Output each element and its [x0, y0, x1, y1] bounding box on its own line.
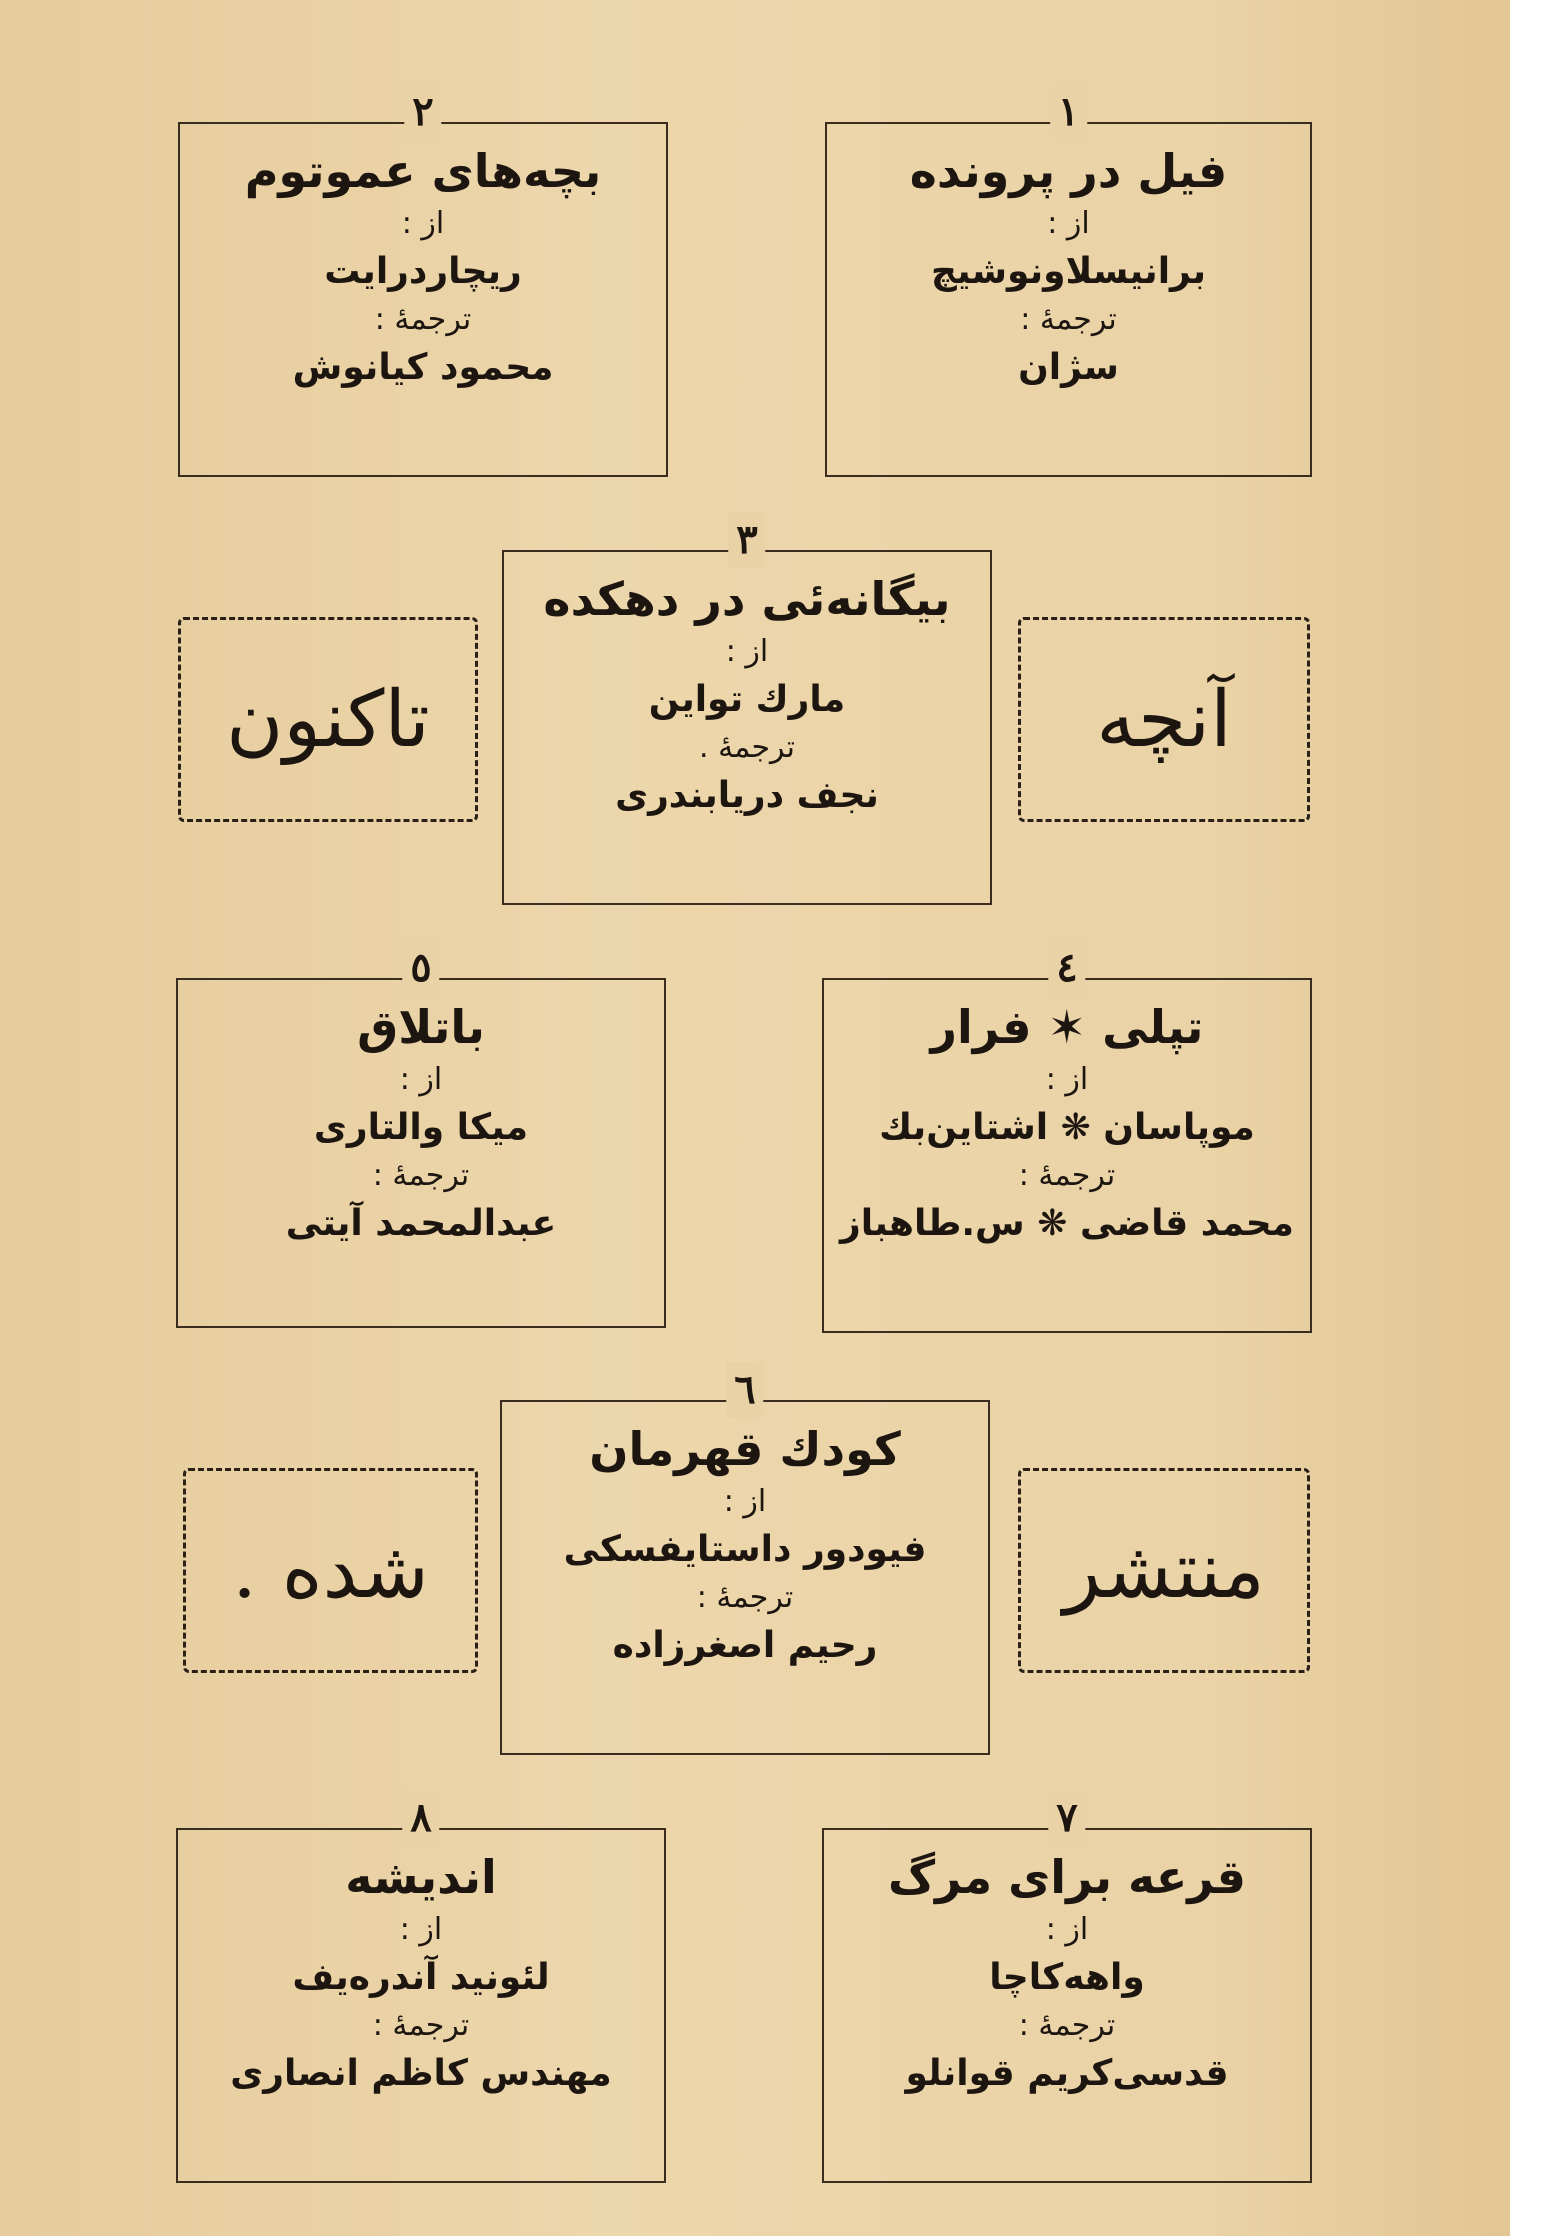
book-number: ۲: [404, 84, 441, 140]
banner-text: تاکنون: [226, 674, 430, 765]
banner-word-3: [1018, 1468, 1310, 1673]
book-number: ۷: [1048, 1790, 1085, 1846]
translator-name: محمد قاضی ❋ س.طاهباز: [840, 1203, 1294, 1244]
translator-label: ترجمهٔ :: [1018, 1158, 1116, 1193]
book-number: ۱: [1050, 84, 1087, 140]
book-box-8: [176, 1794, 666, 2183]
book-title: فیل در پرونده: [909, 144, 1228, 198]
translator-label: ترجمهٔ :: [1020, 302, 1117, 337]
author-name: فیودور داستایفسکی: [563, 1529, 927, 1570]
translator-label: ترجمهٔ :: [372, 2008, 470, 2043]
banner-word-4: [183, 1468, 478, 1673]
author-name: لئونید آندره‌یف: [292, 1957, 550, 1998]
translator-name: عبدالمحمد آیتی: [285, 1203, 557, 1244]
banner-text: آنچه: [1096, 674, 1232, 765]
translator-name: قدسی‌کریم قوانلو: [905, 2053, 1229, 2094]
author-label: از :: [723, 1484, 767, 1519]
book-title: قرعه برای مرگ: [887, 1850, 1247, 1904]
translator-name: سژان: [1018, 347, 1119, 388]
translator-label: ترجمهٔ :: [696, 1580, 794, 1615]
author-label: از :: [1045, 1062, 1089, 1097]
book-box-2: [178, 88, 668, 477]
book-box-4: [822, 944, 1312, 1333]
book-box-7: [822, 1794, 1312, 2183]
translator-name: رحیم اصغرزاده: [612, 1625, 878, 1666]
book-title: تپلی ✶ فرار: [930, 1000, 1204, 1054]
book-number: ٥: [402, 940, 439, 996]
author-label: از :: [1047, 206, 1090, 241]
book-box-6: [500, 1366, 990, 1755]
author-label: از :: [401, 206, 445, 241]
author-name: ریچاردرایت: [324, 251, 522, 292]
author-label: از :: [725, 634, 769, 669]
book-number: ۸: [402, 1790, 439, 1846]
banner-text: شده .: [232, 1525, 429, 1616]
translator-name: مهندس کاظم انصاری: [230, 2053, 612, 2094]
author-name: میکا والتاری: [313, 1107, 529, 1148]
book-title: باتلاق: [357, 1000, 485, 1054]
translator-label: ترجمهٔ :: [374, 302, 472, 337]
translator-name: نجف دریابندری: [615, 775, 879, 816]
author-name: برانیسلاونوشیچ: [931, 251, 1206, 292]
book-number: ٦: [726, 1362, 763, 1418]
book-box-1: [825, 88, 1312, 477]
book-title: کودك قهرمان: [589, 1422, 901, 1476]
book-number: ٤: [1048, 940, 1085, 996]
translator-label: ترجمهٔ :: [1018, 2008, 1116, 2043]
author-label: از :: [399, 1912, 443, 1947]
banner-text: منتشر: [1063, 1525, 1265, 1616]
book-number: ۳: [728, 512, 765, 568]
translator-label: ترجمهٔ .: [699, 730, 795, 765]
banner-word-1: [1018, 617, 1310, 822]
book-box-3: [502, 516, 992, 905]
author-name: مارك تواین: [648, 679, 846, 720]
translator-name: محمود کیانوش: [292, 347, 554, 388]
author-label: از :: [1045, 1912, 1089, 1947]
book-box-5: [176, 944, 666, 1328]
book-title: اندیشه: [345, 1850, 497, 1904]
author-name: واهه‌کاچا: [989, 1957, 1145, 1998]
book-title: بچه‌های عموتوم: [244, 144, 602, 198]
author-name: موپاسان ❋ اشتاین‌بك: [879, 1107, 1255, 1148]
author-label: از :: [399, 1062, 443, 1097]
banner-word-2: [178, 617, 478, 822]
translator-label: ترجمهٔ :: [372, 1158, 470, 1193]
book-title: بیگانه‌ئی در دهکده: [543, 572, 951, 626]
scan-edge: [1510, 0, 1548, 2236]
